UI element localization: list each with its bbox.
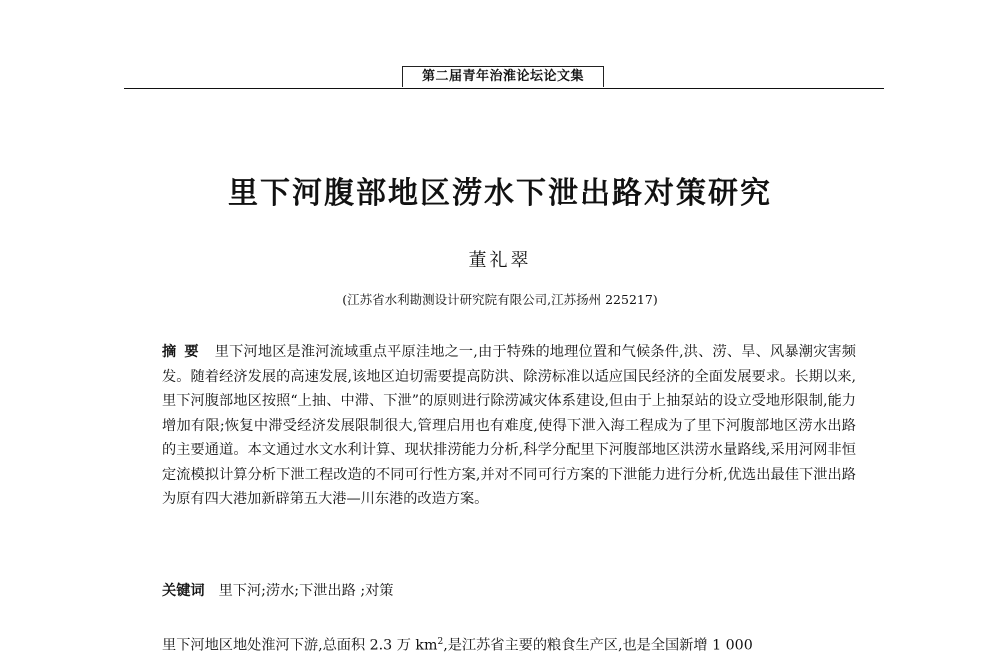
abstract-text: 里下河地区是淮河流域重点平原洼地之一,由于特殊的地理位置和气候条件,洪、涝、旱、风暴潮灾害频发。随着经济发展的高速发展,该地区迫切需要提高防洪、除涝标准以适应国民经济的全面发展要求。长期以来,里下河腹部地区按照“上抽、中滞、下泄”的原则进行除涝减灾体系建设,但由于上抽泵站的设立受地形限制,能力增加有限;恢复中滞受经济发展限制很大,管理启用也有难度,使得下泄入海工程成为了里下河腹部地区涝水出路的主要通道。本文通过水文水利计算、现状排涝能力分析,科学分配里下河腹部地区洪涝水量路线,采用河网非恒定流模拟计算分析下泄工程改造的不同可行性方案,并对不同可行方案的下泄能力进行分析,优选出最佳下泄出路为原有四大港加新辟第五大港—川东港的改造方案。 — [162, 344, 856, 507]
header-rule — [124, 88, 884, 89]
paper-author: 董礼翠 — [468, 250, 532, 271]
keywords-block — [162, 580, 856, 602]
keywords-label: 关键词 — [162, 583, 205, 599]
journal-header: 第二届青年治淮论坛论文集 — [402, 66, 604, 87]
abstract-label: 摘要 — [162, 344, 207, 360]
abstract-block — [162, 340, 856, 512]
author-affiliation: (江苏省水利勘测设计研究院有限公司,江苏扬州 225217) — [342, 292, 658, 307]
paper-title: 里下河腹部地区涝水下泄出路对策研究 — [228, 176, 772, 211]
keywords-text: 里下河;涝水;下泄出路 ;对策 — [218, 583, 394, 599]
body-text-start: 里下河地区地处淮河下游,总面积 2.3 万 km — [162, 637, 438, 654]
body-superscript: 2 — [437, 637, 444, 647]
body-text-end: ,是江苏省主要的粮食生产区,也是全国新增 1 000 — [443, 637, 753, 654]
